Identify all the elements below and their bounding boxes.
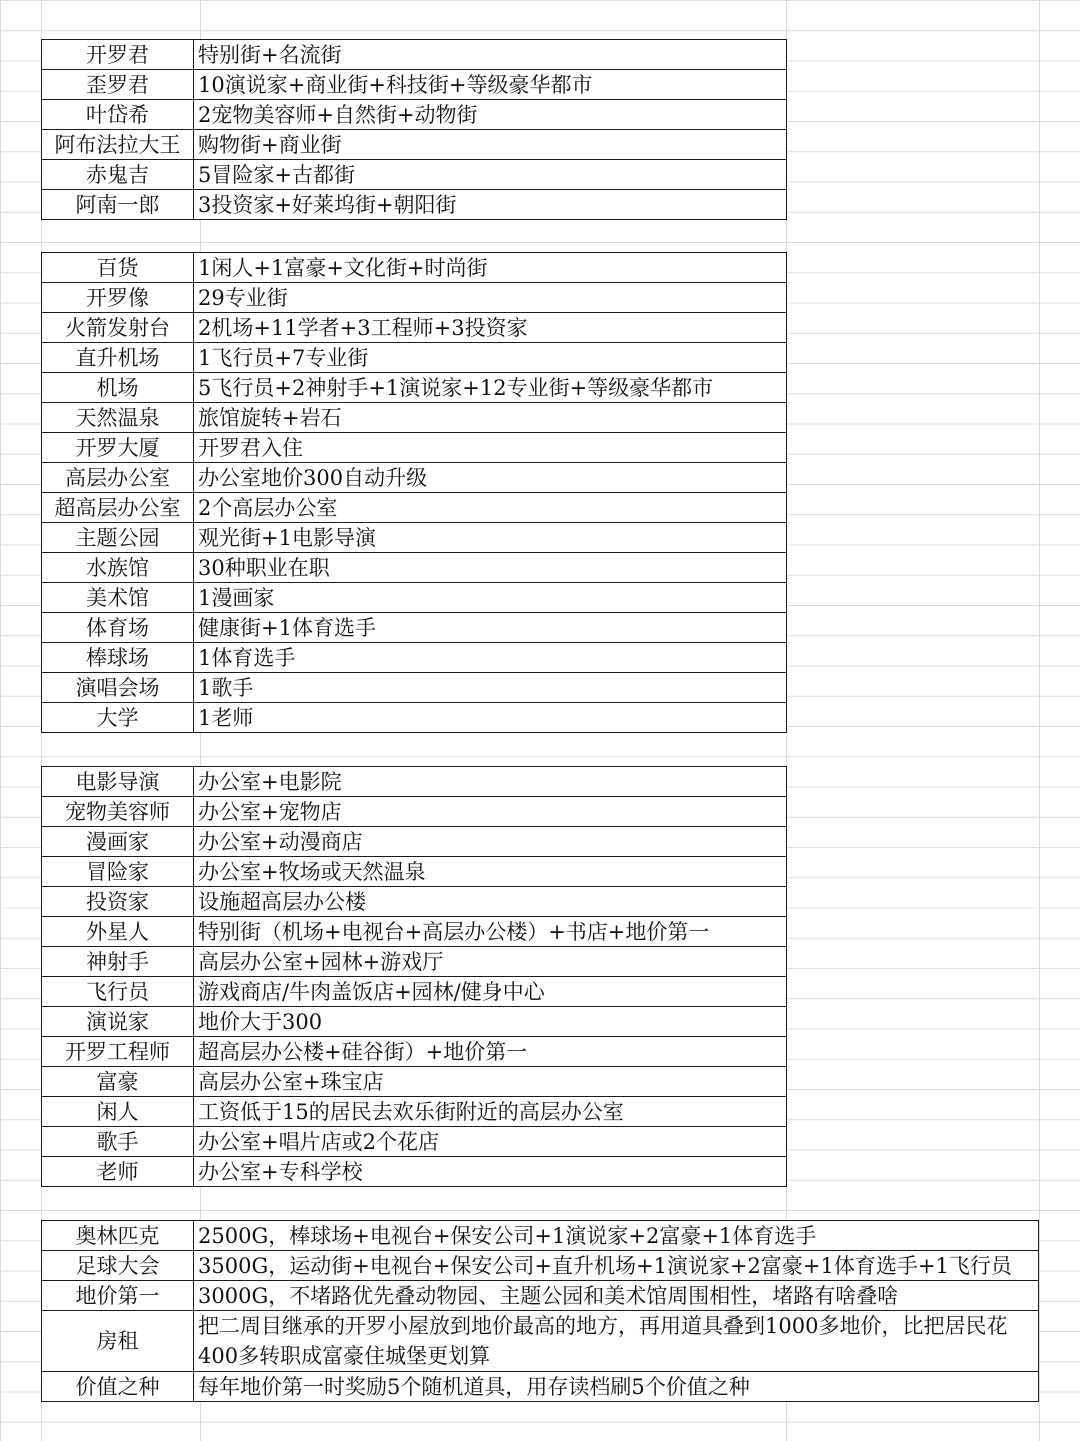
table-row [42, 1127, 787, 1157]
table-row [42, 1007, 787, 1037]
table-row [42, 1372, 1039, 1402]
cell-item-name[interactable]: 火箭发射台 [42, 313, 194, 343]
cell-item-name[interactable]: 闲人 [42, 1097, 194, 1127]
cell-item-name[interactable]: 冒险家 [42, 857, 194, 887]
cell-item-name[interactable]: 电影导演 [42, 767, 194, 797]
cell-item-condition[interactable]: 10演说家+商业街+科技街+等级豪华都市 [194, 70, 787, 100]
table-row [42, 767, 787, 797]
cell-item-name[interactable]: 富豪 [42, 1067, 194, 1097]
table-row [42, 917, 787, 947]
cell-item-condition[interactable]: 游戏商店/牛肉盖饭店+园林/健身中心 [194, 977, 787, 1007]
cell-item-condition[interactable]: 1飞行员+7专业街 [194, 343, 787, 373]
cell-item-name[interactable]: 奥林匹克 [42, 1221, 194, 1251]
cell-item-condition[interactable]: 5飞行员+2神射手+1演说家+12专业街+等级豪华都市 [194, 373, 787, 403]
cell-item-condition[interactable]: 3500G，运动街+电视台+保安公司+直升机场+1演说家+2富豪+1体育选手+1飞行员 [194, 1251, 1039, 1281]
cell-item-condition[interactable]: 2500G，棒球场+电视台+保安公司+1演说家+2富豪+1体育选手 [194, 1221, 1039, 1251]
cell-item-condition[interactable]: 3投资家+好莱坞街+朝阳街 [194, 190, 787, 220]
table-job-conditions [41, 766, 787, 1187]
cell-item-condition[interactable]: 把二周目继承的开罗小屋放到地价最高的地方，再用道具叠到1000多地价，比把居民花400多转职成富豪住城堡更划算 [194, 1311, 1039, 1372]
cell-item-condition[interactable]: 29专业街 [194, 283, 787, 313]
table-row [42, 1157, 787, 1187]
table-row [42, 1221, 1039, 1251]
table-row [42, 947, 787, 977]
cell-item-name[interactable]: 开罗工程师 [42, 1037, 194, 1067]
cell-item-name[interactable]: 飞行员 [42, 977, 194, 1007]
cell-item-condition[interactable]: 健康街+1体育选手 [194, 613, 787, 643]
cell-item-name[interactable]: 开罗像 [42, 283, 194, 313]
cell-item-condition[interactable]: 观光街+1电影导演 [194, 523, 787, 553]
table-row [42, 1067, 787, 1097]
table-event-tips [41, 1220, 1039, 1402]
cell-item-name[interactable]: 房租 [42, 1311, 194, 1372]
cell-item-condition[interactable]: 办公室+牧场或天然温泉 [194, 857, 787, 887]
table-row [42, 827, 787, 857]
cell-item-condition[interactable]: 办公室地价300自动升级 [194, 463, 787, 493]
cell-item-condition[interactable]: 办公室+动漫商店 [194, 827, 787, 857]
cell-item-condition[interactable]: 办公室+专科学校 [194, 1157, 787, 1187]
cell-item-name[interactable]: 投资家 [42, 887, 194, 917]
cell-item-name[interactable]: 天然温泉 [42, 403, 194, 433]
table-row [42, 493, 787, 523]
cell-item-name[interactable]: 机场 [42, 373, 194, 403]
cell-item-condition[interactable]: 超高层办公楼+硅谷街）+地价第一 [194, 1037, 787, 1067]
cell-item-name[interactable]: 地价第一 [42, 1281, 194, 1311]
cell-item-name[interactable]: 漫画家 [42, 827, 194, 857]
cell-item-condition[interactable]: 2机场+11学者+3工程师+3投资家 [194, 313, 787, 343]
cell-item-condition[interactable]: 开罗君入住 [194, 433, 787, 463]
cell-item-name[interactable]: 歪罗君 [42, 70, 194, 100]
table-row [42, 1037, 787, 1067]
table-row [42, 523, 787, 553]
cell-item-condition[interactable]: 高层办公室+园林+游戏厅 [194, 947, 787, 977]
cell-item-name[interactable]: 主题公园 [42, 523, 194, 553]
table-row [42, 283, 787, 313]
cell-item-condition[interactable]: 地价大于300 [194, 1007, 787, 1037]
table-row [42, 343, 787, 373]
cell-item-condition[interactable]: 购物街+商业街 [194, 130, 787, 160]
table-row [42, 977, 787, 1007]
cell-item-name[interactable]: 阿布法拉大王 [42, 130, 194, 160]
table-row [42, 797, 787, 827]
cell-item-name[interactable]: 百货 [42, 253, 194, 283]
cell-item-condition[interactable]: 2个高层办公室 [194, 493, 787, 523]
cell-item-name[interactable]: 赤鬼吉 [42, 160, 194, 190]
table-row [42, 40, 787, 70]
cell-item-condition[interactable]: 1体育选手 [194, 643, 787, 673]
cell-item-name[interactable]: 开罗君 [42, 40, 194, 70]
table-row [42, 703, 787, 733]
table-row [42, 130, 787, 160]
table-row [42, 253, 787, 283]
grid-column-line [1039, 0, 1040, 1441]
table-row [42, 160, 787, 190]
table-row [42, 583, 787, 613]
cell-item-name[interactable]: 超高层办公室 [42, 493, 194, 523]
table-row [42, 433, 787, 463]
table-row [42, 1281, 1039, 1311]
cell-item-name[interactable]: 美术馆 [42, 583, 194, 613]
table-row [42, 643, 787, 673]
table-row [42, 1311, 1039, 1372]
cell-item-condition[interactable]: 旅馆旋转+岩石 [194, 403, 787, 433]
cell-item-name[interactable]: 叶岱希 [42, 100, 194, 130]
table-row [42, 887, 787, 917]
cell-item-name[interactable]: 大学 [42, 703, 194, 733]
cell-item-condition[interactable]: 特别街+名流街 [194, 40, 787, 70]
table-row [42, 463, 787, 493]
cell-item-condition[interactable]: 办公室+电影院 [194, 767, 787, 797]
table-row [42, 613, 787, 643]
table-row [42, 1097, 787, 1127]
cell-item-name[interactable]: 演说家 [42, 1007, 194, 1037]
cell-item-condition[interactable]: 5冒险家+古都街 [194, 160, 787, 190]
table-row [42, 1251, 1039, 1281]
table-building-conditions [41, 252, 787, 733]
cell-item-condition[interactable]: 1老师 [194, 703, 787, 733]
cell-item-name[interactable]: 足球大会 [42, 1251, 194, 1281]
cell-item-condition[interactable]: 1歌手 [194, 673, 787, 703]
cell-item-name[interactable]: 演唱会场 [42, 673, 194, 703]
table-row [42, 403, 787, 433]
table-character-conditions [41, 39, 787, 220]
table-row [42, 100, 787, 130]
cell-item-name[interactable]: 宠物美容师 [42, 797, 194, 827]
cell-item-name[interactable]: 外星人 [42, 917, 194, 947]
cell-item-condition[interactable]: 3000G，不堵路优先叠动物园、主题公园和美术馆周围相性，堵路有啥叠啥 [194, 1281, 1039, 1311]
cell-item-condition[interactable]: 30种职业在职 [194, 553, 787, 583]
table-row [42, 190, 787, 220]
table-row [42, 313, 787, 343]
table-row [42, 70, 787, 100]
cell-item-name[interactable]: 神射手 [42, 947, 194, 977]
cell-item-condition[interactable]: 1闲人+1富豪+文化街+时尚街 [194, 253, 787, 283]
table-row [42, 857, 787, 887]
cell-item-name[interactable]: 老师 [42, 1157, 194, 1187]
cell-item-name[interactable]: 体育场 [42, 613, 194, 643]
cell-item-condition[interactable]: 设施超高层办公楼 [194, 887, 787, 917]
cell-item-condition[interactable]: 办公室+宠物店 [194, 797, 787, 827]
table-row [42, 373, 787, 403]
cell-item-condition[interactable]: 高层办公室+珠宝店 [194, 1067, 787, 1097]
cell-item-name[interactable]: 价值之种 [42, 1372, 194, 1402]
cell-item-name[interactable]: 水族馆 [42, 553, 194, 583]
cell-item-name[interactable]: 棒球场 [42, 643, 194, 673]
cell-item-name[interactable]: 歌手 [42, 1127, 194, 1157]
cell-item-condition[interactable]: 工资低于15的居民去欢乐街附近的高层办公室 [194, 1097, 787, 1127]
cell-item-condition[interactable]: 1漫画家 [194, 583, 787, 613]
cell-item-name[interactable]: 高层办公室 [42, 463, 194, 493]
cell-item-name[interactable]: 阿南一郎 [42, 190, 194, 220]
table-row [42, 673, 787, 703]
table-row [42, 553, 787, 583]
cell-item-condition[interactable]: 每年地价第一时奖励5个随机道具，用存读档刷5个价值之种 [194, 1372, 1039, 1402]
cell-item-condition[interactable]: 2宠物美容师+自然街+动物街 [194, 100, 787, 130]
cell-item-name[interactable]: 开罗大厦 [42, 433, 194, 463]
cell-item-condition[interactable]: 办公室+唱片店或2个花店 [194, 1127, 787, 1157]
cell-item-condition[interactable]: 特别街（机场+电视台+高层办公楼）+书店+地价第一 [194, 917, 787, 947]
cell-item-name[interactable]: 直升机场 [42, 343, 194, 373]
